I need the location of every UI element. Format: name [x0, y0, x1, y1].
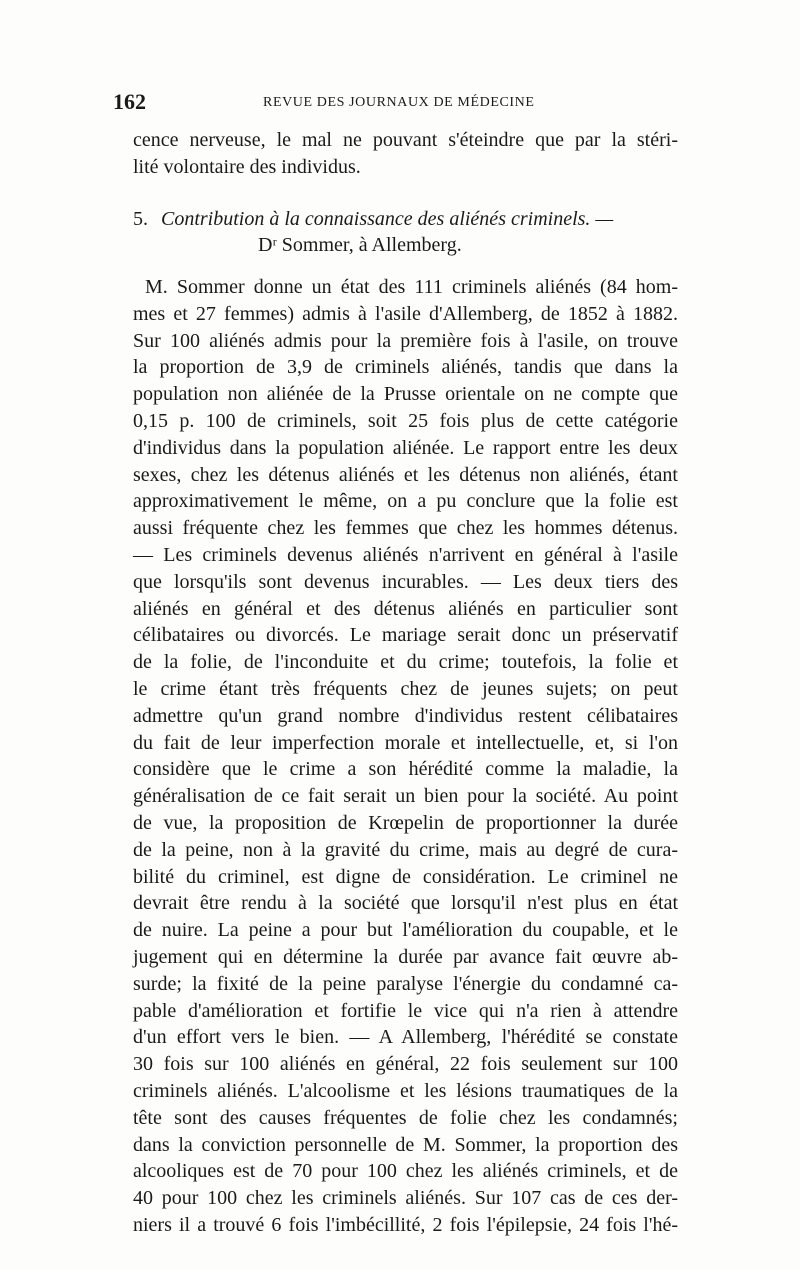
body-line: le crime étant très fréquents chez de jeunes sujets; on peut	[133, 678, 678, 700]
running-head	[113, 90, 683, 114]
body-line: célibataires ou divorcés. Le mariage serait donc un préservatif	[133, 624, 678, 647]
body-line: jugement qui en détermine la durée par avance fait œuvre ab-	[133, 946, 678, 968]
body-line: sexes, chez les détenus aliénés et les détenus non aliénés, étant	[133, 463, 678, 486]
body-line: alcooliques est de 70 pour 100 chez les aliénés criminels, et de	[133, 1160, 678, 1183]
body-line: devrait être rendu à la société que lorsqu'il n'est plus en état	[133, 892, 678, 915]
body-line: niers il a trouvé 6 fois l'imbécillité, 2 fois l'épilepsie, 24 fois l'hé-	[133, 1214, 678, 1236]
page-number: 162	[113, 89, 146, 114]
body-line: d'individus dans la population aliénée. Le rapport entre les deux	[133, 436, 678, 459]
body-line: de la folie, de l'inconduite et du crime; toutefois, la folie et	[133, 651, 678, 674]
intro-line: lité volontaire des individus.	[133, 156, 361, 178]
body-line: 0,15 p. 100 de criminels, soit 25 fois plus de cette catégorie	[133, 410, 678, 432]
body-line: de vue, la proposition de Krœpelin de proportionner la durée	[133, 812, 678, 834]
intro-line: cence nerveuse, le mal ne pouvant s'éteindre que par la stéri-	[133, 129, 678, 151]
body-line: mes et 27 femmes) admis à l'asile d'Allemberg, de 1852 à 1882.	[133, 302, 678, 325]
section-number: 5.	[133, 208, 148, 230]
body-line: considère que le crime a son hérédité comme la maladie, la	[133, 758, 678, 781]
body-line: d'un effort vers le bien. — A Allemberg, l'hérédité se constate	[133, 1026, 678, 1049]
body-line: bilité du criminel, est digne de considération. Le criminel ne	[133, 865, 678, 888]
body-line: du fait de leur imperfection morale et intellectuelle, et, si l'on	[133, 731, 678, 754]
body-line: M. Sommer donne un état des 111 criminels aliénés (84 hom-	[145, 276, 678, 298]
body-line: aussi fréquente chez les femmes que chez les hommes détenus.	[133, 517, 678, 540]
body-line: dans la conviction personnelle de M. Sommer, la proportion des	[133, 1133, 678, 1156]
body-line: pable d'amélioration et fortifie le vice qui n'a rien à attendre	[133, 999, 678, 1022]
body-line: — Les criminels devenus aliénés n'arrivent en général à l'asile	[133, 544, 678, 566]
body-line: aliénés en général et des détenus aliénés en particulier sont	[133, 597, 678, 620]
body-line: de nuire. La peine a pour but l'amélioration du coupable, et le	[133, 919, 678, 942]
body-line: 30 fois sur 100 aliénés en général, 22 fois seulement sur 100	[133, 1053, 678, 1076]
body-line: admettre qu'un grand nombre d'individus restent célibataires	[133, 704, 678, 727]
body-line: généralisation de ce fait serait un bien pour la société. Au point	[133, 785, 678, 808]
section-author: Dʳ Sommer, à Allemberg.	[258, 234, 462, 256]
body-line: population non aliénée de la Prusse orientale on ne compte que	[133, 383, 678, 406]
body-line: criminels aliénés. L'alcoolisme et les lésions traumatiques de la	[133, 1080, 678, 1102]
journal-title: REVUE DES JOURNAUX DE MÉDECINE	[263, 95, 535, 110]
section-title: Contribution à la connaissance des aliénés criminels. —	[161, 208, 614, 230]
body-line: que lorsqu'ils sont devenus incurables. — Les deux tiers des	[133, 570, 678, 593]
body-line: tête sont des causes fréquentes de folie chez les condamnés;	[133, 1106, 678, 1129]
body-line: de la peine, non à la gravité du crime, mais au degré de cura-	[133, 838, 678, 861]
body-line: approximativement le même, on a pu conclure que la folie est	[133, 490, 678, 513]
body-line: 40 pour 100 chez les criminels aliénés. Sur 107 cas de ces der-	[133, 1187, 678, 1210]
body-line: Sur 100 aliénés admis pour la première fois à l'asile, on trouve	[133, 329, 678, 352]
body-line: surde; la fixité de la peine paralyse l'énergie du condamné ca-	[133, 972, 678, 995]
body-line: la proportion de 3,9 de criminels aliénés, tandis que dans la	[133, 356, 678, 379]
